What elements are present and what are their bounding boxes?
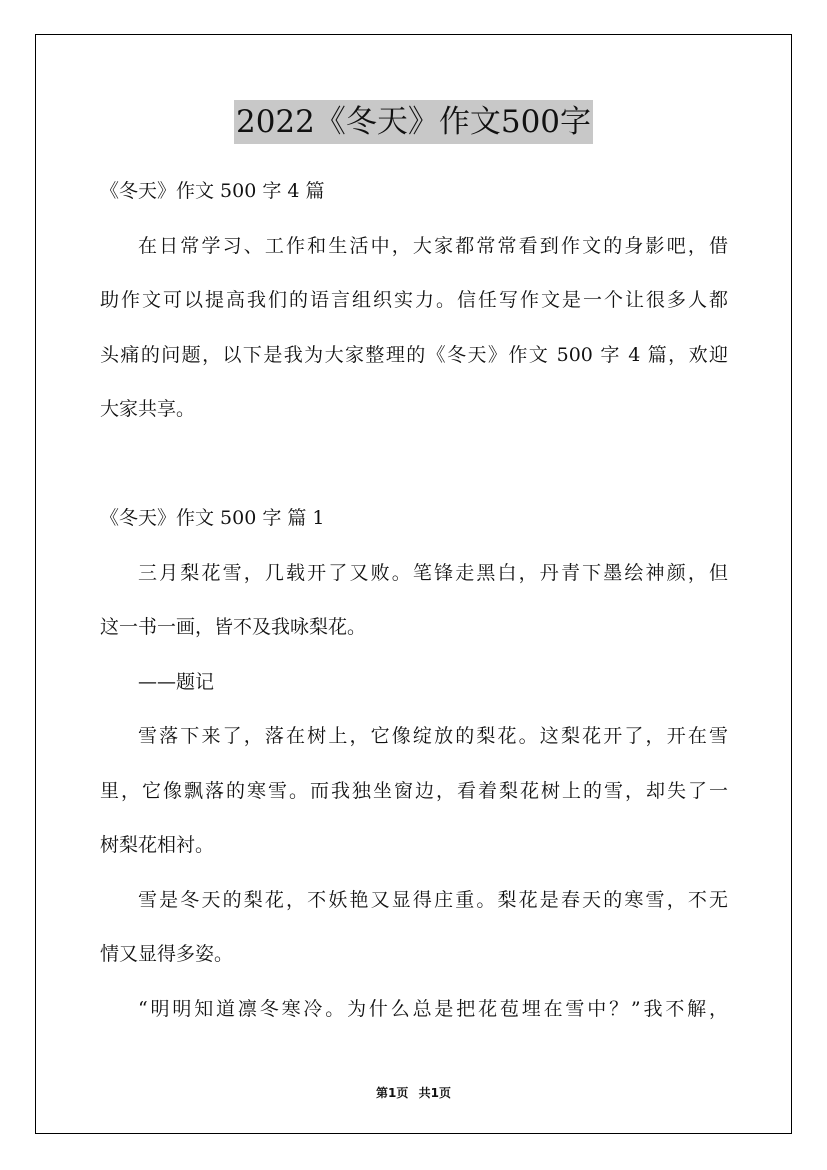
paragraph: [100, 709, 728, 873]
text-line: 头痛的问题，以下是我为大家整理的《冬天》作文 500 字 4 篇，欢迎: [100, 343, 728, 366]
epigraph: [100, 655, 728, 710]
text-line: 在日常学习、工作和生活中，大家都常常看到作文的身影吧，借: [138, 234, 728, 257]
title-container: [0, 100, 827, 144]
text-line: 雪是冬天的梨花，不妖艳又显得庄重。梨花是春天的寒雪，不无: [138, 888, 728, 911]
text-line: 雪落下来了，落在树上，它像绽放的梨花。这梨花开了，开在雪: [138, 725, 728, 747]
page-number: 第1页: [376, 1086, 409, 1100]
paragraph: [100, 546, 728, 655]
text-line: 情又显得多姿。: [100, 943, 234, 965]
text-line: 里，它像飘落的寒雪。而我独坐窗边，看着梨花树上的雪，却失了一: [100, 779, 728, 802]
text-line: 三月梨花雪，几载开了又败。笔锋走黑白，丹青下墨绘神颜，但: [138, 561, 728, 584]
page-total: 共1页: [418, 1086, 451, 1100]
text-line: 助作文可以提高我们的语言组织实力。信任写作文是一个让很多人都: [100, 289, 728, 311]
text-line: 大家共享。: [100, 398, 196, 420]
document-title: 2022《冬天》作文500字: [234, 100, 593, 144]
subtitle: 《冬天》作文 500 字 4 篇: [100, 180, 325, 202]
page-footer: [0, 1084, 827, 1101]
text-line: ——题记: [138, 670, 215, 693]
text-line: “明明知道凛冬寒冷。为什么总是把花苞埋在雪中？”我不解，: [138, 997, 728, 1020]
intro-paragraph: [100, 219, 728, 437]
paragraph: [100, 982, 728, 1037]
text-line: 树梨花相衬。: [100, 834, 215, 856]
spacer: [100, 437, 728, 492]
document-body: [100, 164, 728, 1036]
text-line: 这一书一画，皆不及我咏梨花。: [100, 616, 367, 638]
section-heading: 《冬天》作文 500 字 篇 1: [100, 507, 325, 529]
paragraph: [100, 873, 728, 982]
